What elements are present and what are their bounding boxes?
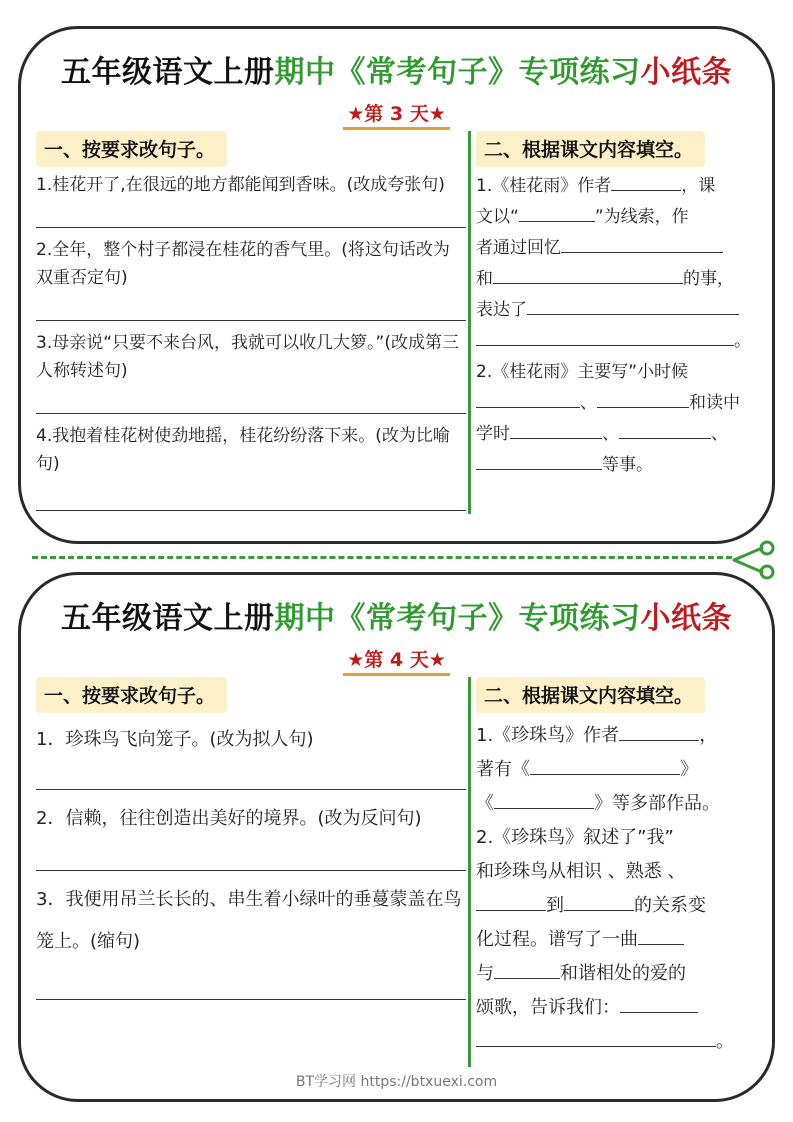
answer-line (36, 840, 466, 871)
blank (619, 420, 711, 439)
answer-line (36, 963, 466, 1000)
fill-in-text: 1.《珍珠鸟》作者 ， 著有《 》 《 》等多部作品。 2.《珍珠鸟》叙述了”我” 和珍珠鸟从相识 、熟悉 、 到 的关系变 化过程。谱写了一曲 与 和谐相处的爱的 颂歌，告诉我们： 。 (476, 719, 758, 1059)
section-heading-rewrite: 一、按要求改句子。 (36, 677, 227, 713)
day-label: ★第 3 天★ (21, 99, 772, 130)
fill-in-text: 1.《桂花雨》作者 ，课 文以“ ”为线索，作 者通过回忆 和 的事， 表达了 。 2.《桂花雨》主要写”小时候 、 和读中 学时 、 、 等事。 (476, 171, 758, 481)
worksheet-card-day3 (18, 26, 775, 544)
question-3: 3.母亲说“只要不来台风，我就可以收几大箩。”(改成第三人称转述句) (36, 333, 459, 381)
blank (494, 790, 594, 809)
section-heading-rewrite: 一、按要求改句子。 (36, 131, 227, 167)
blank (476, 389, 580, 408)
blank (527, 296, 739, 315)
blank (561, 234, 723, 253)
section-heading-fill: 二、根据课文内容填空。 (476, 131, 705, 167)
blank (510, 420, 602, 439)
question-2: 2.全年，整个村子都浸在桂花的香气里。(将这句话改为双重否定句) (36, 240, 450, 288)
cut-line (32, 556, 732, 559)
blank (597, 389, 689, 408)
card-title: 五年级语文上册期中《常考句子》专项练习小纸条 (61, 55, 732, 90)
blank (494, 960, 560, 979)
blank (476, 1028, 716, 1047)
question-4: 4.我抱着桂花树使劲地摇，桂花纷纷落下来。(改为比喻句) (36, 426, 450, 474)
blank (476, 451, 602, 470)
question-2: 2．信赖，往往创造出美好的境界。(改为反问句) (36, 808, 422, 829)
blank (519, 203, 595, 222)
blank (476, 327, 734, 346)
card-title: 五年级语文上册期中《常考句子》专项练习小纸条 (61, 601, 732, 636)
answer-line (36, 292, 466, 321)
blank (619, 722, 699, 741)
blank (620, 994, 698, 1013)
blank (476, 892, 546, 911)
right-column (476, 131, 758, 481)
answer-line (36, 478, 466, 511)
footer-source: BT学习网 https://btxuexi.com (295, 1074, 498, 1090)
blank (564, 892, 634, 911)
blank (530, 756, 680, 775)
question-1: 1.桂花开了,在很远的地方都能闻到香味。(改成夸张句) (36, 175, 445, 195)
answer-line (36, 761, 466, 790)
worksheet-card-day4 (18, 572, 775, 1102)
left-column (36, 677, 466, 1008)
blank (611, 172, 681, 191)
section-heading-fill: 二、根据课文内容填空。 (476, 677, 705, 713)
column-divider (468, 677, 471, 1067)
right-column (476, 677, 758, 1059)
column-divider (468, 131, 471, 514)
blank (638, 926, 684, 945)
answer-line (36, 199, 466, 228)
blank (493, 265, 683, 284)
question-3: 3．我便用吊兰长长的、串生着小绿叶的垂蔓蒙盖在鸟笼上。(缩句) (36, 889, 462, 952)
day-label: ★第 4 天★ (21, 645, 772, 676)
answer-line (36, 385, 466, 414)
left-column (36, 131, 466, 519)
question-1: 1．珍珠鸟飞向笼子。(改为拟人句) (36, 729, 314, 750)
